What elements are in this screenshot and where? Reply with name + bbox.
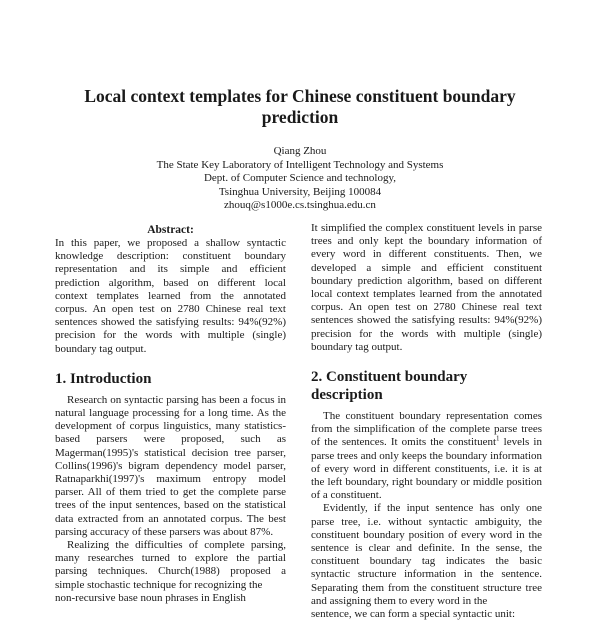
- section2-p1-text-b: levels in parse trees and only keeps the boundary information of every word in different constituents, i.e. it is at the left boundary, right boundary or middle position of a constituent.: [311, 436, 542, 502]
- abstract-text-continued: It simplified the complex constituent levels in parse trees and only kept the boundary information of every word in different constituents. Then, we developed a simple and efficient constituent boundary prediction algorithm, based on different local context templates learned from the annotated corpus. An open test on 2780 Chinese real text sentences showed the satisfying results: 94%(92%) precision for the words with multiple (single) boundary tag output.: [311, 222, 542, 353]
- section-heading-introduction: 1. Introduction: [55, 370, 152, 387]
- left-column: [55, 224, 286, 605]
- section2-paragraph-2: Evidently, if the input sentence has only one parse tree, i.e. without syntactic ambiguity, the constituent boundary position of every word in the sentence is clear and definite. In the sense, the constituent boundary tag indicates the basic syntactic structure information in the sentence. Separating them from the constituent structure tree and assigning them to every word in the: [311, 502, 542, 607]
- affiliation-line: Tsinghua University, Beijing 100084: [218, 185, 382, 198]
- section-heading-constituent-boundary: 2. Constituent boundary description: [311, 369, 468, 404]
- intro-paragraph-1: Research on syntactic parsing has been a focus in natural language processing for a long time. As the development of corpus linguistics, many statistics-based parsers were proposed, such as Magerman(1995)'s statistical decision tree parser, Collins(1996)'s bigram dependency model parser, Ratnaparkhi(1997)'s maximum entropy model parser. All of them tried to get the complete parse trees of the input sentences, based on the statistical data extracted from an annotated corpus. The best parsing accuracy of these parsers was about 87%.: [55, 393, 286, 538]
- affiliation-line: Dept. of Computer Science and technology,: [203, 172, 397, 185]
- intro-paragraph-2-cutoff: non-recursive base noun phrases in English: [55, 591, 246, 604]
- author-name: Qiang Zhou: [273, 145, 327, 157]
- abstract-heading: Abstract:: [147, 224, 194, 236]
- author-email: zhouq@s1000e.cs.tsinghua.edu.cn: [224, 199, 376, 212]
- section2-paragraph-1: [311, 410, 542, 502]
- affiliation-line: The State Key Laboratory of Intelligent Technology and Systems: [156, 158, 444, 171]
- author-block: [60, 145, 540, 213]
- right-column: [311, 222, 542, 621]
- intro-paragraph-2: Realizing the difficulties of complete parsing, many researches turned to explore the partial parsing techniques. Church(1988) proposed a simple stochastic technique for recognizing the: [55, 539, 286, 591]
- abstract-text: In this paper, we proposed a shallow syntactic knowledge description: constituent boundary representation and its simple and efficient prediction algorithm, based on different local context templates learned from the annotated corpus. An open test on 2780 Chinese real text sentences showed the satisfying results: 94%(92%) precision for the words with multiple (single) boundary tag output.: [55, 237, 286, 355]
- paper-title: Local context templates for Chinese constituent boundary prediction: [84, 86, 516, 127]
- section2-paragraph-2-cutoff: sentence, we can form a special syntactic unit:: [311, 608, 516, 621]
- section2-p1-text-a: The constituent boundary representation comes from the simplification of the complete parse trees of the sentences. It omits the constituent: [311, 410, 542, 449]
- footnote-marker: 1: [496, 434, 500, 443]
